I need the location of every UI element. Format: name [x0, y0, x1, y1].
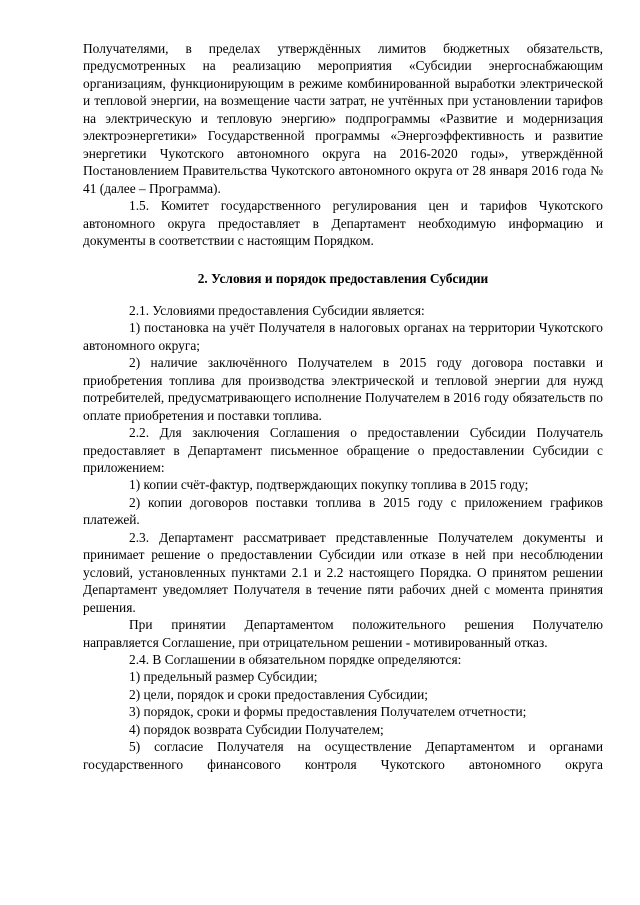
paragraph-1-5: 1.5. Комитет государственного регулирования цен и тарифов Чукотского автономного округа предоставляет в Департамент необходимую информацию и документы в соответствии с настоящим Порядком. [83, 198, 603, 248]
item-2-4-1: 1) предельный размер Субсидии; [129, 669, 318, 685]
paragraph-2-1: 2.1. Условиями предоставления Субсидии является: [129, 302, 425, 318]
intro-paragraph: Получателями, в пределах утверждённых лимитов бюджетных обязательств, предусмотренных на реализацию мероприятия «Субсидии энергоснабжающим организациям, функционирующим в режиме комбинированной выработки электрической и тепловой энергии, на возмещение части затрат, не учтённых при установлении тарифов на электрическую и тепловую энергию» подпрограммы «Развитие и модернизация электроэнергетики» Государственной программы «Энергоэффективность и развитие энергетики Чукотского автономного округа на 2016-2020 годы», утверждённой Постановлением Правительства Чукотского автономного округа от 28 января 2016 года № 41 (далее – Программа). [83, 41, 603, 196]
paragraph-2-2: 2.2. Для заключения Соглашения о предоставлении Субсидии Получатель предоставляет в Департамент письменное обращение о предоставлении Субсидии с приложением: [83, 425, 603, 475]
section-2-title: 2. Условия и порядок предоставления Субсидии [197, 271, 489, 287]
item-2-2-1: 1) копии счёт-фактур, подтверждающих покупку топлива в 2015 году; [129, 477, 529, 493]
item-2-1-2: 2) наличие заключённого Получателем в 2015 году договора поставки и приобретения топлива для производства электрической и тепловой энергии для нужд потребителей, предусматривающего исполнение Получателем в 2016 году обязательств по оплате приобретения и поставки топлива. [83, 355, 603, 423]
item-2-2-2: 2) копии договоров поставки топлива в 2015 году с приложением графиков платежей. [83, 494, 603, 528]
spacer [83, 288, 603, 302]
paragraph-2-3-continued: При принятии Департаментом положительного решения Получателю направляется Соглашение, при отрицательном решении - мотивированный отказ. [83, 617, 603, 650]
spacer [83, 249, 603, 270]
paragraph-2-3: 2.3. Департамент рассматривает представленные Получателем документы и принимает решение о предоставлении Субсидии или отказе в ней при несоблюдении условий, установленных пунктами 2.1 и 2.2 настоящего Порядка. О принятом решении Департамент уведомляет Получателя в течение пяти рабочих дней с момента принятия решения. [83, 529, 603, 615]
item-2-4-2: 2) цели, порядок и сроки предоставления Субсидии; [129, 686, 428, 702]
item-2-4-4: 4) порядок возврата Субсидии Получателем; [129, 721, 384, 737]
item-2-4-3: 3) порядок, сроки и формы предоставления Получателем отчетности; [129, 704, 527, 720]
item-2-4-5: 5) согласие Получателя на осуществление Департаментом и органами государственного финансового контроля Чукотского автономного округа [83, 739, 603, 772]
paragraph-2-4: 2.4. В Соглашении в обязательном порядке определяются: [129, 651, 462, 667]
item-2-1-1: 1) постановка на учёт Получателя в налоговых органах на территории Чукотского автономного округа; [83, 320, 603, 353]
